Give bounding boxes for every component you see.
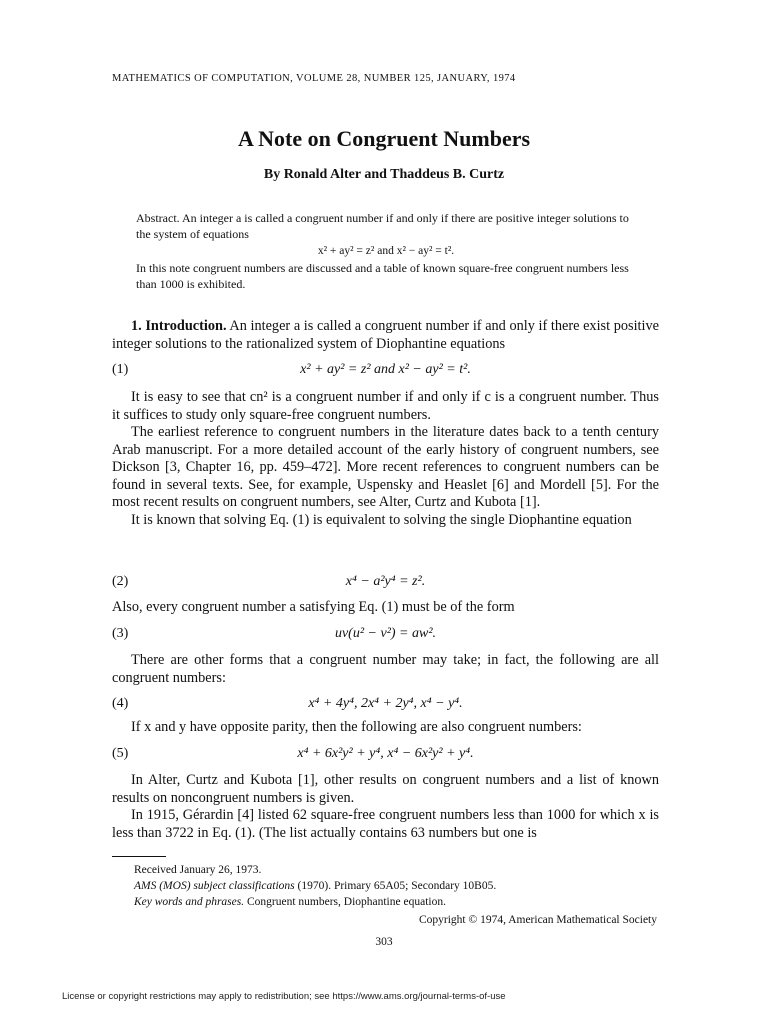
equation-number: (3) xyxy=(112,626,129,641)
footnote-keywords-text: Congruent numbers, Diophantine equation. xyxy=(246,896,446,908)
section-heading: 1. Introduction. xyxy=(131,318,227,334)
abstract-label: Abstract. xyxy=(136,211,180,225)
copyright-notice: Copyright © 1974, American Mathematical Society xyxy=(418,914,657,926)
license-notice: License or copyright restrictions may apply to redistribution; see https://www.ams.org/journal-terms-of-use xyxy=(62,991,506,1002)
abstract-equation: x² + ay² = z² and x² − ay² = t². xyxy=(317,245,455,257)
equation-2 xyxy=(112,574,659,592)
equation-4 xyxy=(112,696,659,714)
footnote-ams-label: AMS (MOS) subject classifications xyxy=(134,880,295,892)
equation-expression: x⁴ − a²y⁴ = z². xyxy=(345,574,426,589)
equation-expression: uv(u² − v²) = aw². xyxy=(334,626,437,641)
paragraph-block-5 xyxy=(112,772,659,842)
equation-3 xyxy=(112,626,659,644)
paper-authors: By Ronald Alter and Thaddeus B. Curtz xyxy=(263,167,505,182)
footnote-received: Received January 26, 1973. xyxy=(134,864,262,876)
equation-number: (1) xyxy=(112,362,129,377)
equation-number: (2) xyxy=(112,574,129,589)
equation-expression: x⁴ + 4y⁴, 2x⁴ + 2y⁴, x⁴ − y⁴. xyxy=(308,696,463,711)
abstract xyxy=(136,210,636,292)
abstract-text-1: An integer a is called a congruent number if and only if there are positive integer solutions to the system of equations xyxy=(136,211,629,241)
abstract-first-text xyxy=(136,210,636,242)
equation-1 xyxy=(112,362,659,380)
paragraph: It is known that solving Eq. (1) is equivalent to solving the single Diophantine equation xyxy=(131,511,632,528)
footnote-ams xyxy=(134,878,496,894)
paragraph: Also, every congruent number a satisfying Eq. (1) must be of the form xyxy=(112,599,515,615)
paragraph-block-1 xyxy=(112,389,659,529)
equation-expression: x⁴ + 6x²y² + y⁴, x⁴ − 6x²y² + y⁴. xyxy=(297,746,474,761)
page-number: 303 xyxy=(375,936,393,948)
paragraph: The earliest reference to congruent numbers in the literature dates back to a tenth century Arab manuscript. For a more detailed account of the early history of congruent numbers, see Dickson [3, Chapter 16, pp. 459–472]. More recent references to congruent numbers can be found in several texts. See, for example, Uspensky and Heaslet [6] and Mordell [5]. For the most recent results on congruent numbers, see Alter, Curtz and Kubota [1]. xyxy=(112,424,659,510)
footnote-rule xyxy=(112,856,166,857)
equation-5 xyxy=(112,746,659,764)
running-head: MATHEMATICS OF COMPUTATION, VOLUME 28, NUMBER 125, JANUARY, 1974 xyxy=(112,73,516,84)
paragraph-block-3 xyxy=(112,652,659,687)
paragraph-block-4 xyxy=(112,719,659,737)
paragraph: In 1915, Gérardin [4] listed 62 square-free congruent numbers less than 1000 for which x is less than 3722 in Eq. (1). (The list actually contains 63 numbers but one is xyxy=(112,807,659,841)
intro-paragraph xyxy=(112,318,659,353)
equation-number: (4) xyxy=(112,696,129,711)
equation-expression: x² + ay² = z² and x² − ay² = t². xyxy=(300,362,471,377)
paragraph: If x and y have opposite parity, then the following are also congruent numbers: xyxy=(131,719,582,735)
paragraph: It is easy to see that cn² is a congruent number if and only if c is a congruent number. Thus it suffices to study only square-free congruent numbers. xyxy=(112,389,659,423)
intro-text: An integer a is called a congruent number if and only if there exist positive integer solutions to the rationalized system of Diophantine equations xyxy=(112,318,659,352)
footnote-keywords-label: Key words and phrases. xyxy=(134,896,245,908)
paragraph: There are other forms that a congruent number may take; in fact, the following are all congruent numbers: xyxy=(112,652,659,686)
equation-number: (5) xyxy=(112,746,129,761)
footnote-ams-text: (1970). Primary 65A05; Secondary 10B05. xyxy=(297,880,497,892)
footnote-keywords xyxy=(134,894,446,910)
abstract-text-2: In this note congruent numbers are discussed and a table of known square-free congruent numbers less than 1000 is exhibited. xyxy=(136,261,629,291)
paper-title: A Note on Congruent Numbers xyxy=(237,126,531,151)
paragraph-block-2 xyxy=(112,599,659,617)
paragraph: In Alter, Curtz and Kubota [1], other results on congruent numbers and a list of known results on noncongruent numbers is given. xyxy=(112,772,659,806)
